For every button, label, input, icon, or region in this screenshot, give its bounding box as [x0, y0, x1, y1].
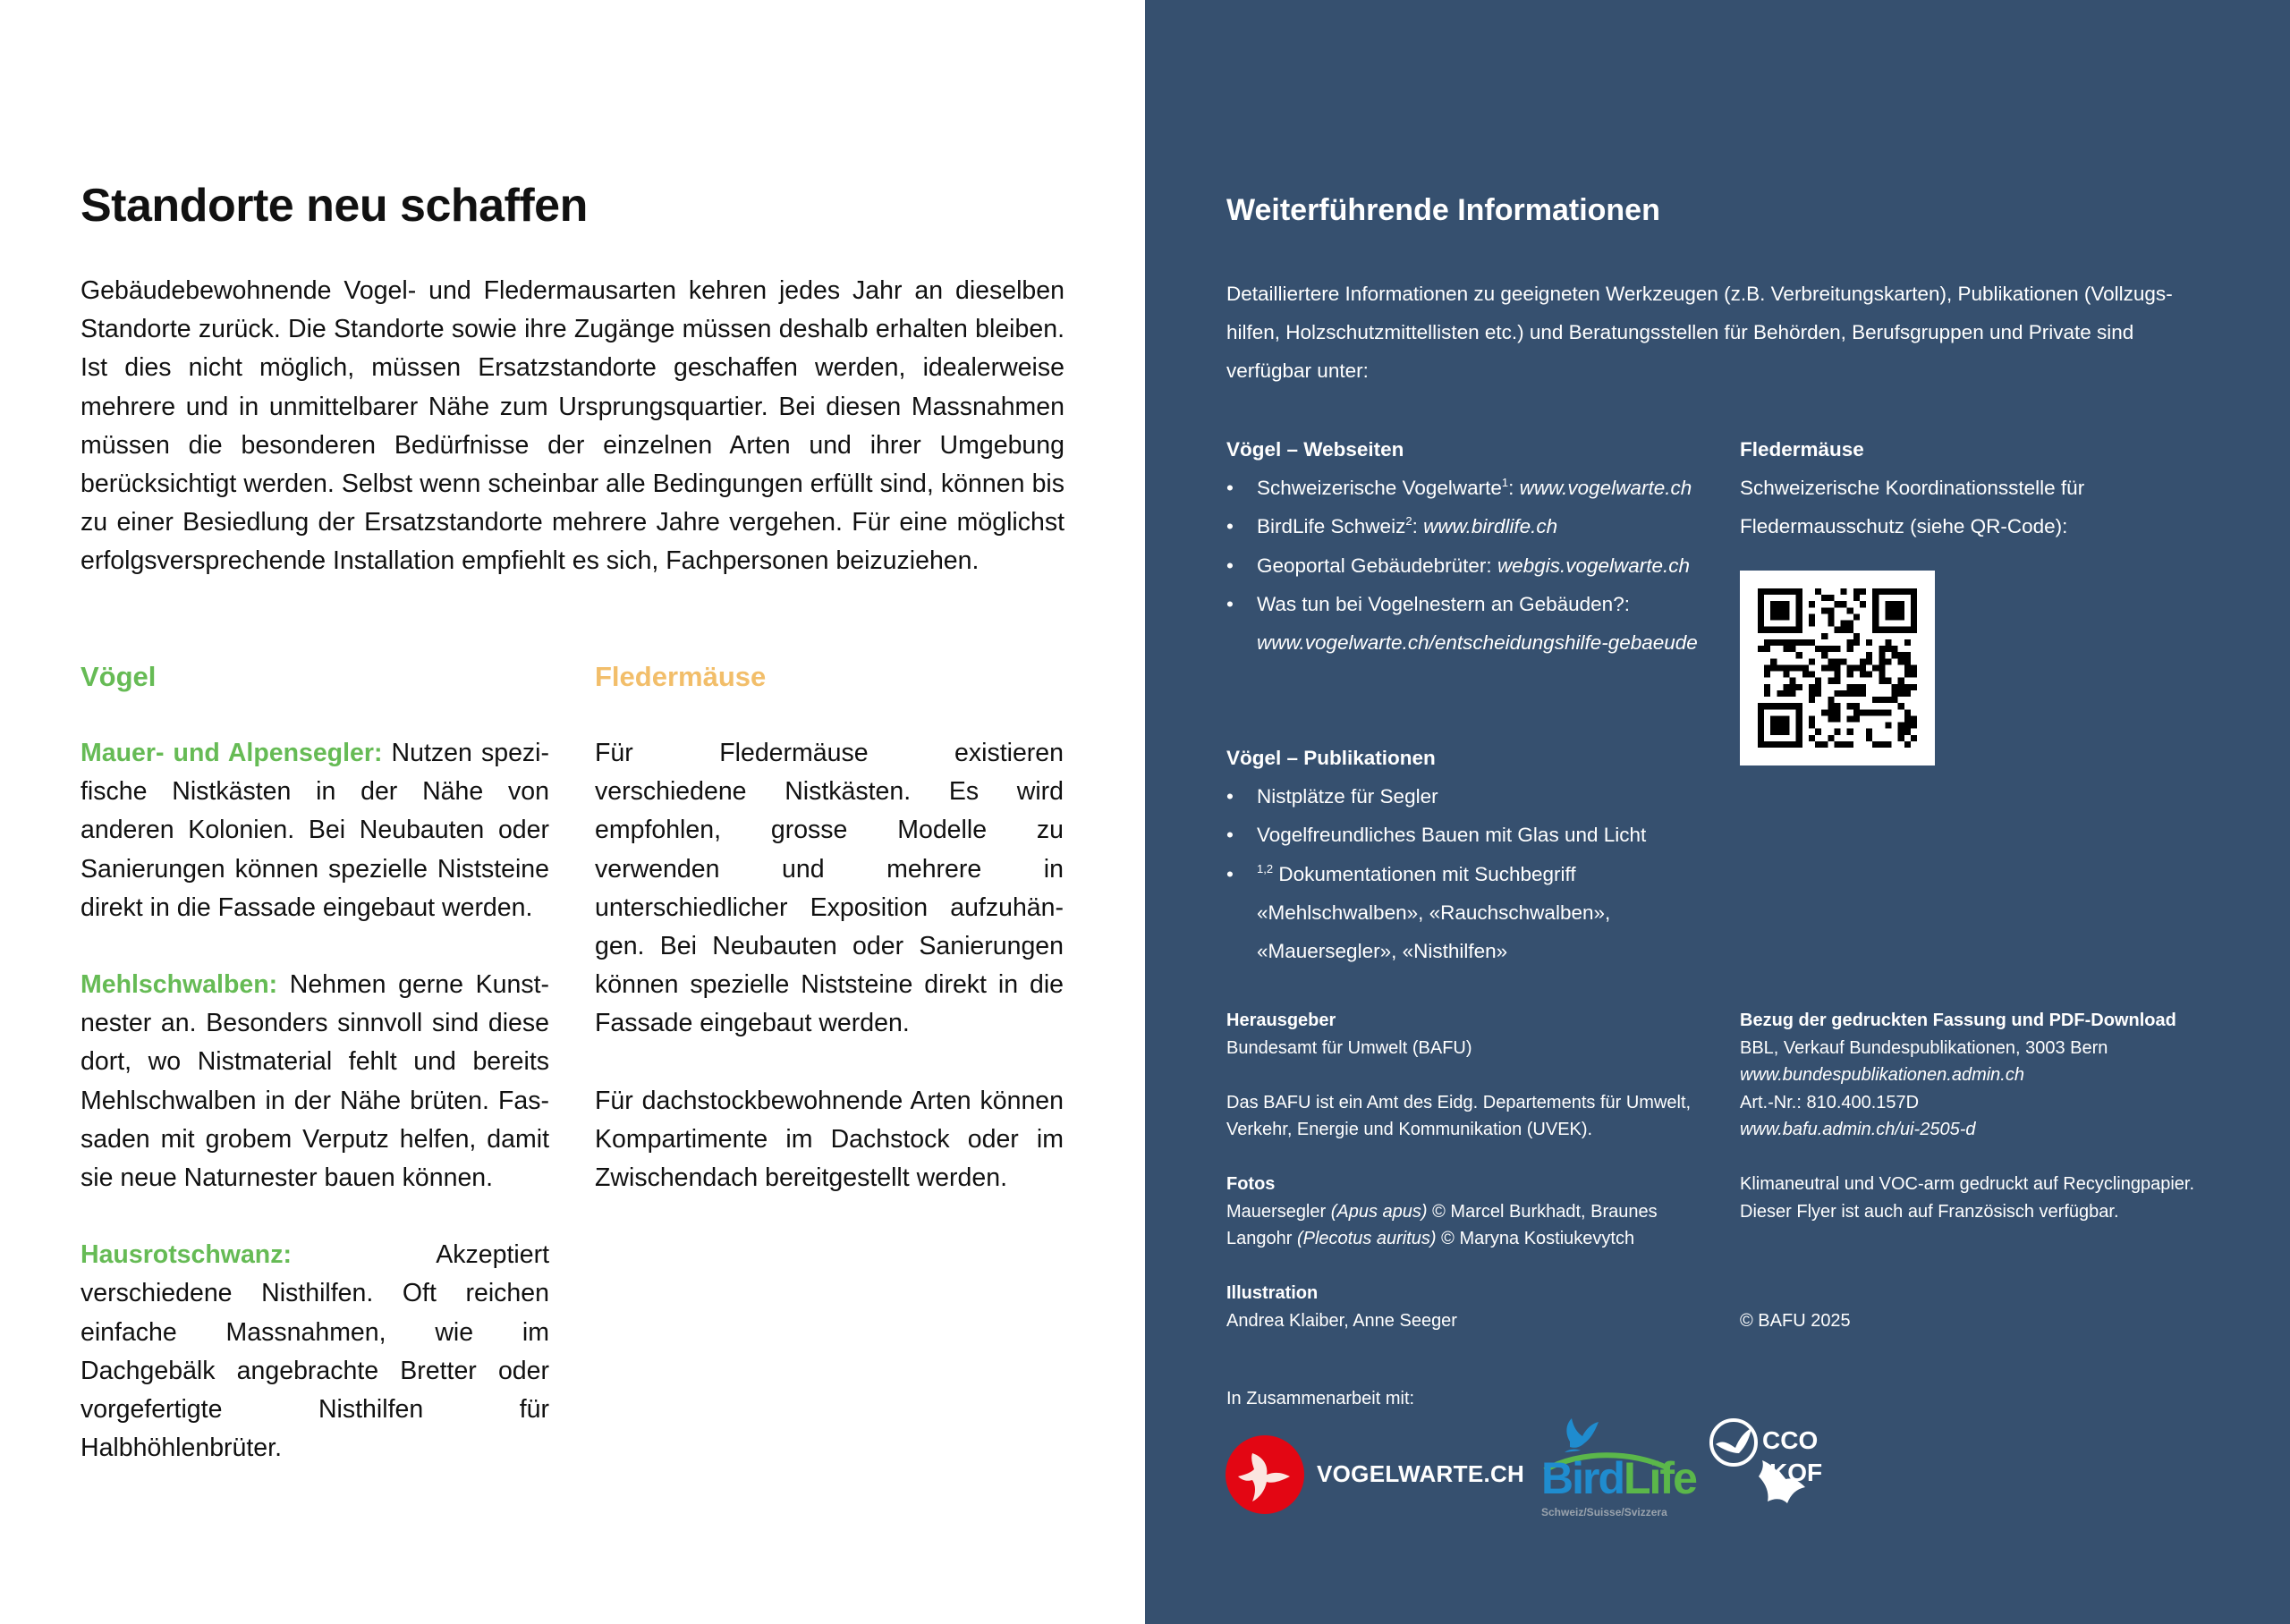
imprint-right: [1740, 1007, 2241, 1334]
vogelwarte-wordmark: VOGELWARTE.CH: [1317, 1460, 1525, 1487]
list-item: • Was tun bei Vogelnestern an Gebäuden?: www.vogelwarte.ch/entscheidungshilfe-gebaeude: [1226, 585, 1727, 662]
collaboration-label: In Zusammenarbeit mit:: [1226, 1389, 1415, 1408]
list-item: • Nistplätze für Segler: [1226, 777, 1727, 816]
species-text: Akzeptiert verschiedene Nisthilfen. Oft reichen einfache Massnahmen, wie im Dachgebälk angebrachte Bretter oder vorgefertigte Nisthilfen für Halbhöhlenbrüter.: [81, 1240, 549, 1463]
bird-entry: [81, 734, 549, 927]
link-bundespublikationen[interactable]: www.bundespublikationen.admin.ch: [1740, 1065, 2024, 1085]
copyright: © BAFU 2025: [1740, 1310, 1851, 1331]
bats-info-text: Schweizerische Koordinationsstelle für Fledermausschutz (siehe QR-Code):: [1740, 477, 2085, 538]
link-entscheidungshilfe[interactable]: www.vogelwarte.ch/entscheidungshilfe-gebaeude: [1257, 631, 1698, 655]
species-label: Mauer- und Alpensegler:: [81, 739, 383, 767]
bird-publications-section: [1226, 739, 1727, 970]
photo-credits: Mauersegler (Apus apus) © Marcel Burkhadt, Braunes Langohr (Plecotus auritus) © Maryna Kostiukevytch: [1226, 1201, 1658, 1248]
publisher-note: Das BAFU ist ein Amt des Eidg. Departements für Umwelt, Verkehr, Energie und Kommunikation (UVEK).: [1226, 1092, 1692, 1139]
bullet-icon: •: [1226, 862, 1234, 885]
list-item: • Geoportal Gebäudebrüter: webgis.vogelwarte.ch: [1226, 546, 1727, 585]
list-item: • Schweizerische Vogelwarte$^1$: www.vogelwarte.ch: [1226, 469, 1727, 507]
illustration-credits: Andrea Klaiber, Anne Seeger: [1226, 1310, 1457, 1331]
birdlife-subtitle: Schweiz/Suisse/Svizzera: [1541, 1506, 1667, 1518]
list-item: • $^{1,2}$ Dokumentationen mit Suchbegriff «Mehlschwalben», «Rauchschwalben», «Mauersegler», «Nisthilfen»: [1226, 855, 1727, 971]
bullet-icon: •: [1226, 477, 1234, 500]
species-text: Nutzen spezifische Nistkästen in der Nähe von anderen Kolonien. Bei Neubauten oder Sanierungen können spezielle Niststeine direkt in die Fassade eingebaut werden.: [81, 739, 549, 922]
order-address: BBL, Verkauf Bundespublikationen, 3003 Bern: [1740, 1037, 2108, 1058]
birds-heading: Vögel: [81, 661, 157, 692]
cco-kof-logo[interactable]: [1709, 1417, 1852, 1507]
species-label: Hausrotschwanz:: [81, 1240, 292, 1270]
bats-paragraph: Für dachstockbewohnende Arten können Kompartimente im Dachstock oder im Zwischendach bereitgestellt werden.: [595, 1086, 1064, 1193]
illustration-heading: Illustration: [1226, 1283, 1319, 1303]
bats-column: [595, 657, 1064, 1197]
intro-paragraph: Gebäudebewohnende Vogel- und Fledermausarten kehren jedes Jahr an dieselben Standorte zurück. Die Standorte sowie ihre Zugänge müssen deshalb erhalten bleiben. Ist dies nicht möglich, müssen Ersatzstandorte geschaffen werden, idealerweise mehrere und in unmittelbarer Nähe zum Ursprungsquartier. Bei diesen Massnahmen müssen die besonderen Bedürfnisse der einzelnen Arten und ihrer Umgebung berücksichtigt werden. Selbst wenn scheinbar alle Bedingungen erfüllt sind, können bis zu einer Besiedlung der Ersatzstandorte mehrere Jahre vergehen. Für eine möglichst erfolgsversprechende Installation empfiehlt es sich, Fachpersonen beizuziehen.: [81, 276, 1064, 576]
qr-code-icon: [1758, 588, 1917, 748]
birdlife-logo[interactable]: [1534, 1415, 1696, 1522]
info-title: Weiterführende Informationen: [1226, 193, 1660, 227]
order-heading: Bezug der gedruckten Fassung und PDF-Download: [1740, 1011, 2176, 1030]
bird-entry: [81, 966, 549, 1197]
bullet-icon: •: [1226, 785, 1234, 808]
cco-kof-wordmark: CCO KOF: [1762, 1426, 1823, 1486]
link-birdlife[interactable]: www.birdlife.ch: [1423, 515, 1558, 538]
birds-column: [81, 657, 549, 1468]
species-text: Nehmen gerne Kunstnester an. Besonders sinnvoll sind diese dort, wo Nistmaterial fehlt und bereits Mehlschwalben in der Nähe brüten. Fassaden mit grobem Verputz helfen, damit sie neue Naturnester bauen können.: [81, 970, 549, 1193]
link-bafu[interactable]: www.bafu.admin.ch/ui-2505-d: [1740, 1120, 1976, 1139]
bats-heading: Fledermäuse: [595, 661, 767, 692]
info-intro: Detailliertere Informationen zu geeigneten Werkzeugen (z.B. Verbreitungskarten), Publikationen (Vollzugshilfen, Holzschutzmittellisten etc.) und Beratungsstellen für Behörden, Berufsgruppen und Private sind verfügbar unter:: [1226, 283, 2173, 383]
link-webgis[interactable]: webgis.vogelwarte.ch: [1497, 554, 1691, 577]
list-item: • Vogelfreundliches Bauen mit Glas und Licht: [1226, 816, 1727, 854]
list-item: • BirdLife Schweiz$^2$: www.birdlife.ch: [1226, 507, 1727, 546]
qr-code[interactable]: [1740, 571, 1935, 765]
vogelwarte-bird-icon: [1226, 1435, 1304, 1514]
article-number: Art.-Nr.: 810.400.157D: [1740, 1092, 1920, 1112]
imprint-left: [1226, 1007, 1727, 1334]
bird-websites-heading: Vögel – Webseiten: [1226, 438, 1404, 461]
species-label: Mehlschwalben:: [81, 970, 278, 1000]
publisher: Bundesamt für Umwelt (BAFU): [1226, 1037, 1472, 1058]
info-panel: [1145, 0, 2290, 1624]
bats-paragraph: Für Fledermäuse existieren verschiedene Nistkästen. Es wird empfohlen, grosse Modelle zu verwenden und mehrere in unterschiedlicher Exposition aufzuhängen. Bei Neubauten oder Sanierungen können spezielle Niststeine direkt in die Fassade eingebaut werden.: [595, 739, 1064, 1038]
publisher-heading: Herausgeber: [1226, 1011, 1336, 1030]
photos-heading: Fotos: [1226, 1174, 1276, 1194]
link-vogelwarte[interactable]: www.vogelwarte.ch: [1519, 477, 1692, 500]
bullet-icon: •: [1226, 554, 1234, 577]
bird-entry: [81, 1236, 549, 1468]
vogelwarte-logo[interactable]: [1226, 1435, 1525, 1516]
page-title: Standorte neu schaffen: [81, 180, 588, 232]
bats-info-section: [1740, 430, 2205, 546]
bullet-icon: •: [1226, 592, 1234, 615]
birdlife-wordmark: BirdLife: [1541, 1453, 1696, 1503]
bullet-icon: •: [1226, 515, 1234, 538]
print-note: Klimaneutral und VOC-arm gedruckt auf Recyclingpapier. Dieser Flyer ist auch auf Französisch verfügbar.: [1740, 1174, 2195, 1222]
bird-websites-section: [1226, 430, 1727, 662]
bullet-icon: •: [1226, 824, 1234, 847]
bats-info-heading: Fledermäuse: [1740, 438, 1864, 461]
bird-publications-heading: Vögel – Publikationen: [1226, 747, 1436, 769]
